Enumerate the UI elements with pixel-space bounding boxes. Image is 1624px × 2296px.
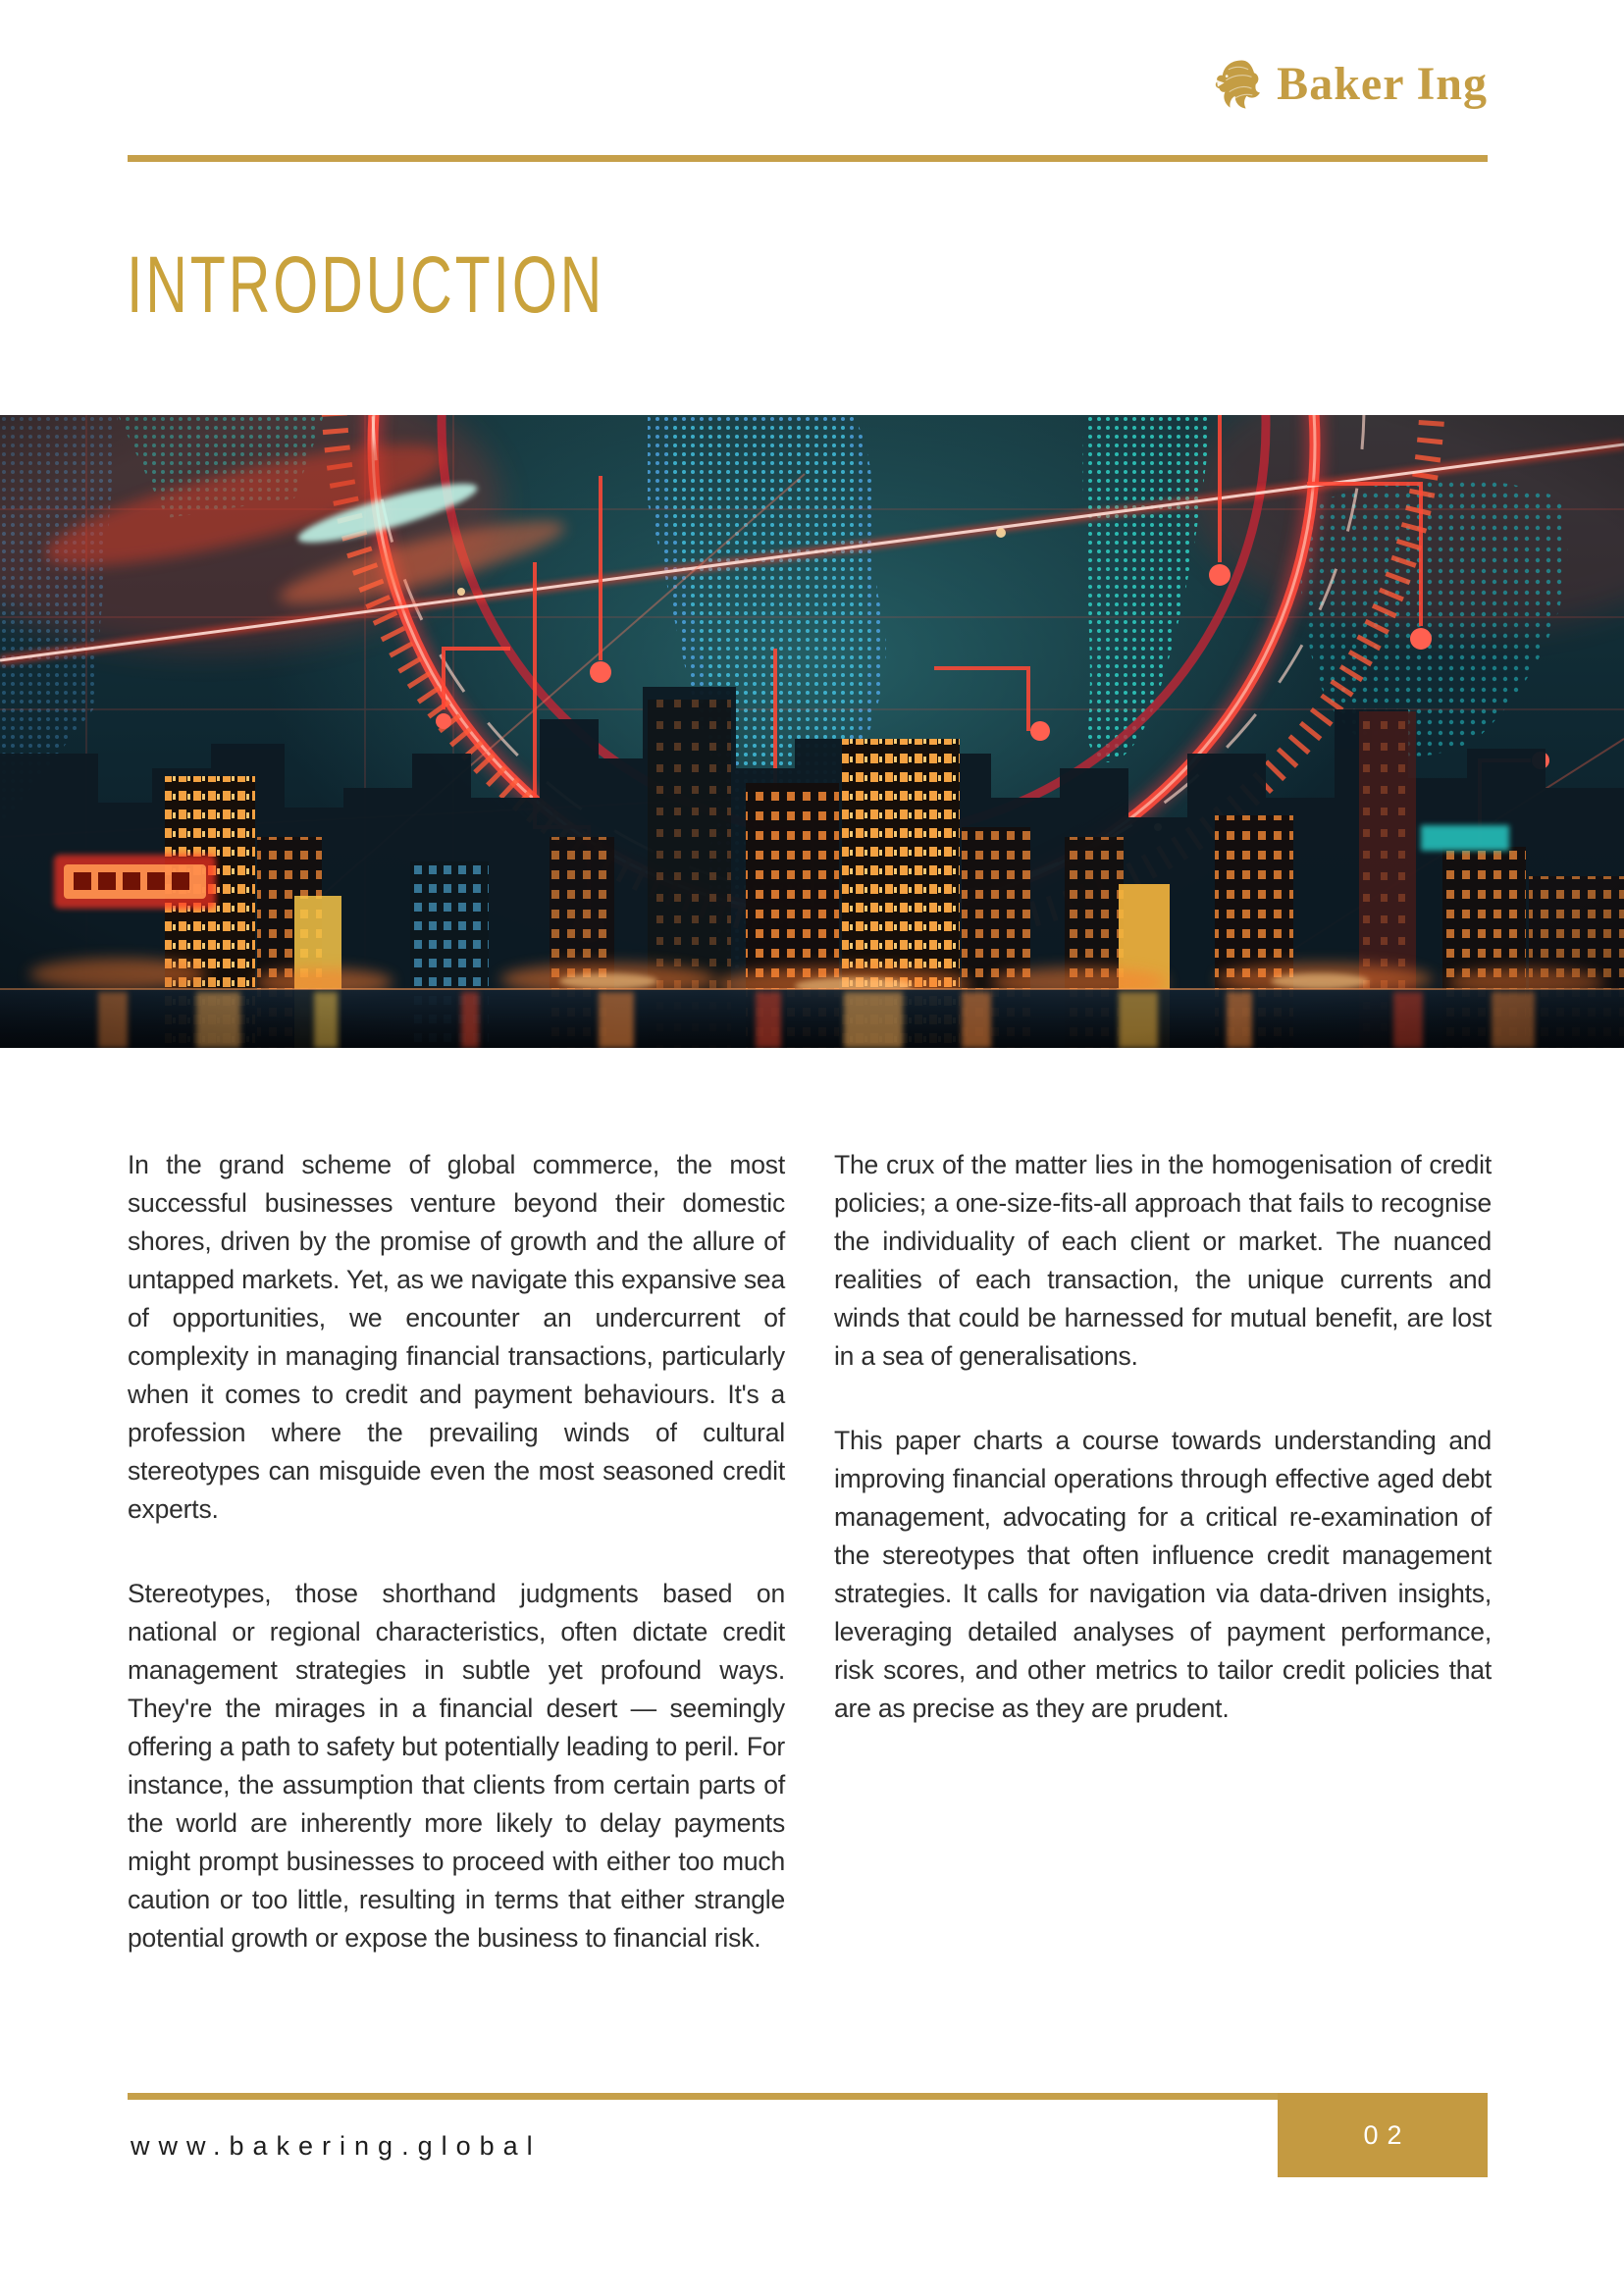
cityscape-illustration [0, 415, 1624, 1048]
footer-website: www.bakering.global [131, 2131, 542, 2161]
intro-right-column [834, 1146, 1492, 1774]
intro-left-column [128, 1146, 785, 2004]
page-number-badge [1278, 2093, 1488, 2177]
hero-image [0, 415, 1624, 1048]
paragraph: This paper charts a course towards understanding and improving financial operations through effective aged debt management, advocating for a critical re-examination of the stereotypes that often influence credit management strategies. It calls for navigation via data-driven insights, leveraging detailed analyses of payment performance, risk scores, and other metrics to tailor credit policies that are as precise as they are prudent. [834, 1426, 1492, 1723]
paragraph: The crux of the matter lies in the homogenisation of credit policies; a one-size-fits-all approach that fails to recognise the individuality of each client or market. The nuanced realities of each transaction, the unique currents and winds that could be harnessed for mutual benefit, are lost in a sea of generalisations. [834, 1150, 1492, 1371]
paragraph: In the grand scheme of global commerce, the most successful businesses venture beyond their domestic shores, driven by the promise of growth and the allure of untapped markets. Yet, as we navigate this expansive sea of opportunities, we encounter an undercurrent of complexity in managing financial transactions, particularly when it comes to credit and payment behaviours. It's a profession where the prevailing winds of cultural stereotypes can misguide even the most seasoned credit experts. [128, 1150, 785, 1524]
brand-logo [1212, 57, 1488, 112]
footer-divider [128, 2093, 1278, 2100]
paragraph: Stereotypes, those shorthand judgments based on national or regional characteristics, often dictate credit management strategies in subtle yet profound ways. They're the mirages in a financial desert — seemingly offering a path to safety but potentially leading to peril. For instance, the assumption that clients from certain parts of the world are inherently more likely to delay payments might prompt businesses to proceed with either too much caution or too little, resulting in terms that either strangle potential growth or expose the business to financial risk. [128, 1579, 785, 1953]
header-divider [128, 155, 1488, 162]
page-number: 02 [1363, 2119, 1411, 2150]
page-title: INTRODUCTION [127, 240, 605, 330]
lion-icon [1212, 57, 1265, 112]
brand-name: Baker Ing [1277, 58, 1488, 110]
